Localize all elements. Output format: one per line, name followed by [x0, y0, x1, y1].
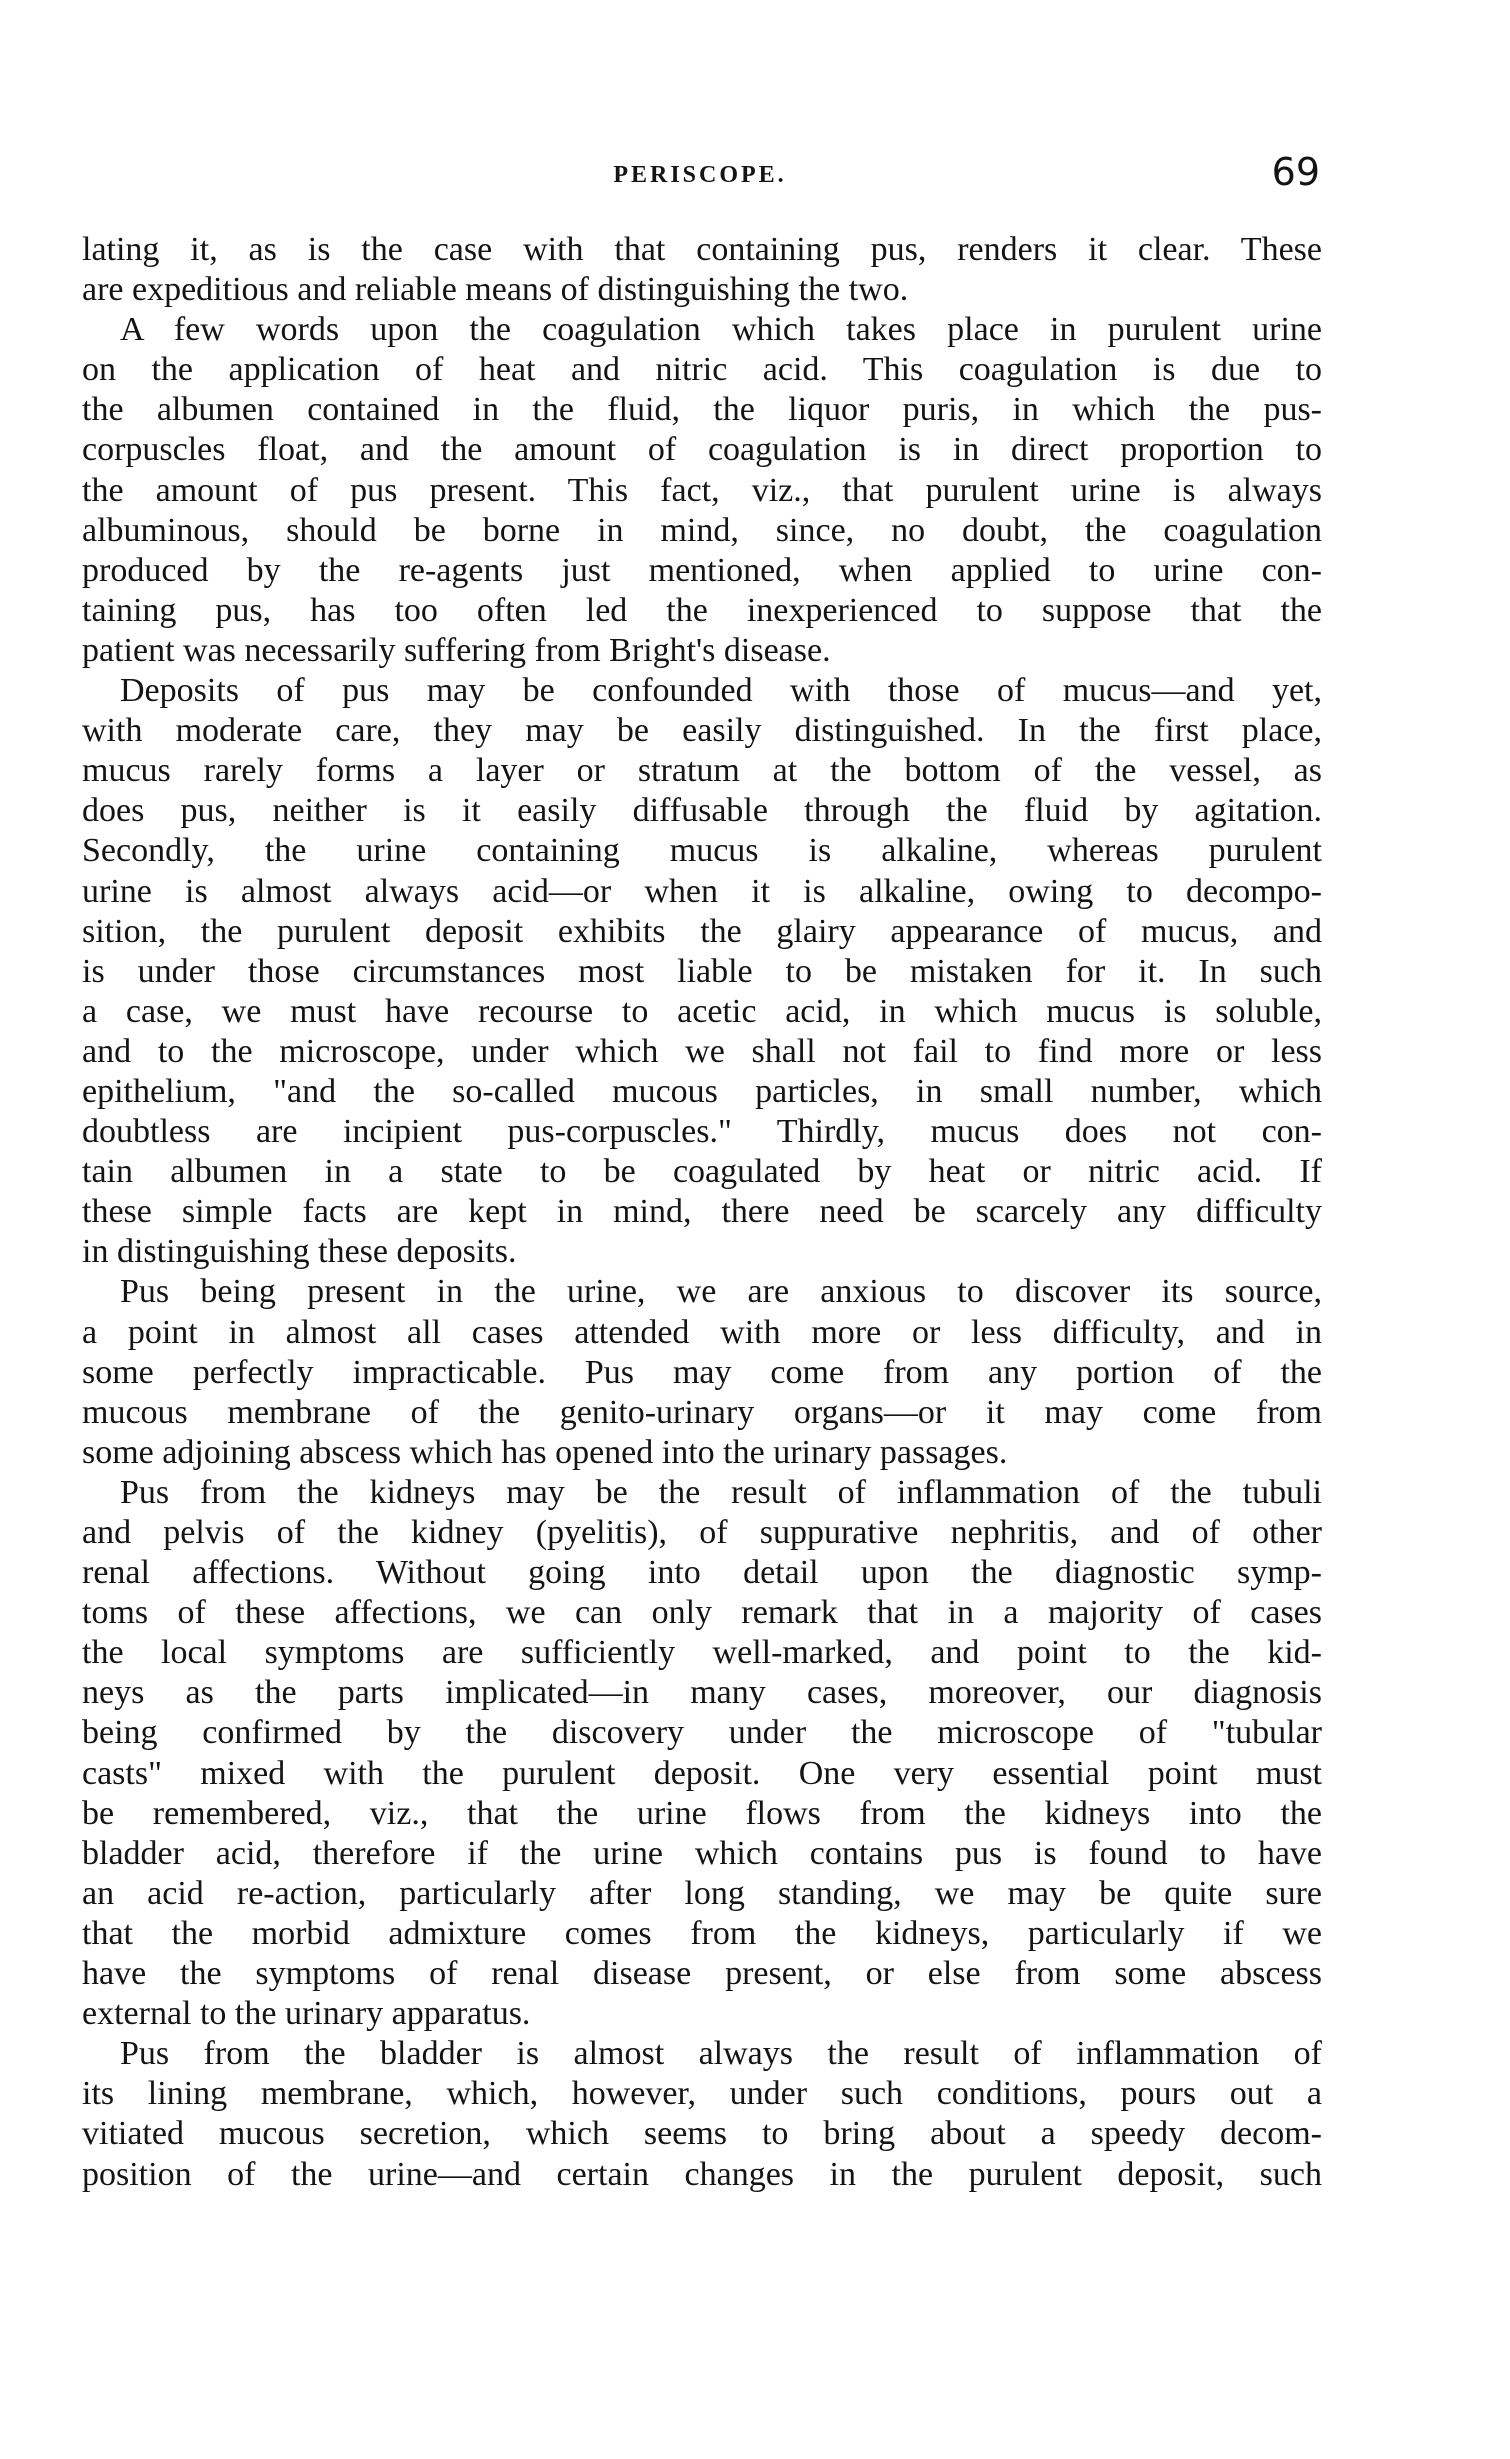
text-line: produced by the re-agents just mentioned, when applied to urine con-	[82, 551, 1322, 589]
text-line: is under those circumstances most liable to be mistaken for it. In such	[82, 952, 1322, 990]
text-line: mucus rarely forms a layer or stratum at the bottom of the vessel, as	[82, 752, 1322, 790]
running-title: PERISCOPE.	[613, 162, 787, 188]
text-line: being confirmed by the discovery under the microscope of "tubular	[82, 1714, 1322, 1752]
text-line: doubtless are incipient pus-corpuscles." Thirdly, mucus does not con-	[82, 1113, 1322, 1151]
text-line: have the symptoms of renal disease present, or else from some abscess	[82, 1955, 1322, 1993]
text-line: A few words upon the coagulation which takes place in purulent urine	[120, 311, 1322, 349]
text-line: renal affections. Without going into detail upon the diagnostic symp-	[82, 1554, 1322, 1592]
text-line: position of the urine—and certain changes in the purulent deposit, such	[82, 2155, 1322, 2193]
text-line: neys as the parts implicated—in many cases, moreover, our diagnosis	[82, 1674, 1322, 1712]
text-line: and to the microscope, under which we shall not fail to find more or less	[82, 1032, 1322, 1070]
text-line: Pus being present in the urine, we are anxious to discover its source,	[120, 1273, 1322, 1311]
text-line: a case, we must have recourse to acetic acid, in which mucus is soluble,	[82, 992, 1322, 1030]
text-line: these simple facts are kept in mind, there need be scarcely any difficulty	[82, 1193, 1322, 1231]
text-line: lating it, as is the case with that containing pus, renders it clear. These	[82, 231, 1322, 268]
text-line: an acid re-action, particularly after long standing, we may be quite sure	[82, 1874, 1322, 1912]
text-line: sition, the purulent deposit exhibits the glairy appearance of mucus, and	[82, 912, 1322, 950]
text-line: be remembered, viz., that the urine flows from the kidneys into the	[82, 1794, 1322, 1832]
text-line: the local symptoms are sufficiently well-marked, and point to the kid-	[82, 1634, 1322, 1672]
text-line: a point in almost all cases attended with more or less difficulty, and in	[82, 1313, 1322, 1351]
text-line: casts" mixed with the purulent deposit. One very essential point must	[82, 1754, 1322, 1792]
text-line: external to the urinary apparatus.	[82, 1995, 531, 2033]
text-line: patient was necessarily suffering from Bright's disease.	[82, 631, 831, 669]
text-line: corpuscles float, and the amount of coagulation is in direct proportion to	[82, 431, 1322, 469]
text-line: epithelium, "and the so-called mucous particles, in small number, which	[82, 1072, 1322, 1110]
text-line: Pus from the kidneys may be the result of inflammation of the tubuli	[120, 1473, 1322, 1511]
text-line: bladder acid, therefore if the urine which contains pus is found to have	[82, 1834, 1322, 1872]
text-line: that the morbid admixture comes from the kidneys, particularly if we	[82, 1914, 1322, 1952]
text-line: the albumen contained in the fluid, the liquor puris, in which the pus-	[82, 391, 1322, 429]
text-line: Pus from the bladder is almost always the result of inflammation of	[120, 2035, 1322, 2073]
running-head	[80, 150, 1320, 200]
text-line: taining pus, has too often led the inexperienced to suppose that the	[82, 591, 1322, 629]
text-line: toms of these affections, we can only remark that in a majority of cases	[82, 1594, 1322, 1632]
text-line: albuminous, should be borne in mind, since, no doubt, the coagulation	[82, 511, 1322, 549]
text-line: with moderate care, they may be easily distinguished. In the first place,	[82, 712, 1322, 750]
text-line: tain albumen in a state to be coagulated by heat or nitric acid. If	[82, 1153, 1322, 1191]
text-line: the amount of pus present. This fact, viz., that purulent urine is always	[82, 471, 1322, 509]
body-text	[82, 230, 1322, 2195]
text-line: its lining membrane, which, however, under such conditions, pours out a	[82, 2075, 1322, 2113]
text-line: some adjoining abscess which has opened into the urinary passages.	[82, 1433, 1008, 1471]
text-line: in distinguishing these deposits.	[82, 1233, 517, 1271]
text-line: and pelvis of the kidney (pyelitis), of suppurative nephritis, and of other	[82, 1514, 1322, 1551]
text-line: Secondly, the urine containing mucus is alkaline, whereas purulent	[82, 832, 1322, 870]
text-line: are expeditious and reliable means of distinguishing the two.	[82, 271, 909, 309]
text-line: does pus, neither is it easily diffusable through the fluid by agitation.	[82, 792, 1322, 830]
text-line: urine is almost always acid—or when it is alkaline, owing to decompo-	[82, 872, 1322, 910]
text-line: Deposits of pus may be confounded with those of mucus—and yet,	[120, 672, 1322, 710]
text-line: on the application of heat and nitric acid. This coagulation is due to	[82, 351, 1322, 389]
text-line: vitiated mucous secretion, which seems to bring about a speedy decom-	[82, 2115, 1322, 2153]
text-line: some perfectly impracticable. Pus may come from any portion of the	[82, 1353, 1322, 1391]
text-line: mucous membrane of the genito-urinary organs—or it may come from	[82, 1393, 1322, 1431]
page-number: 69	[1271, 150, 1320, 194]
